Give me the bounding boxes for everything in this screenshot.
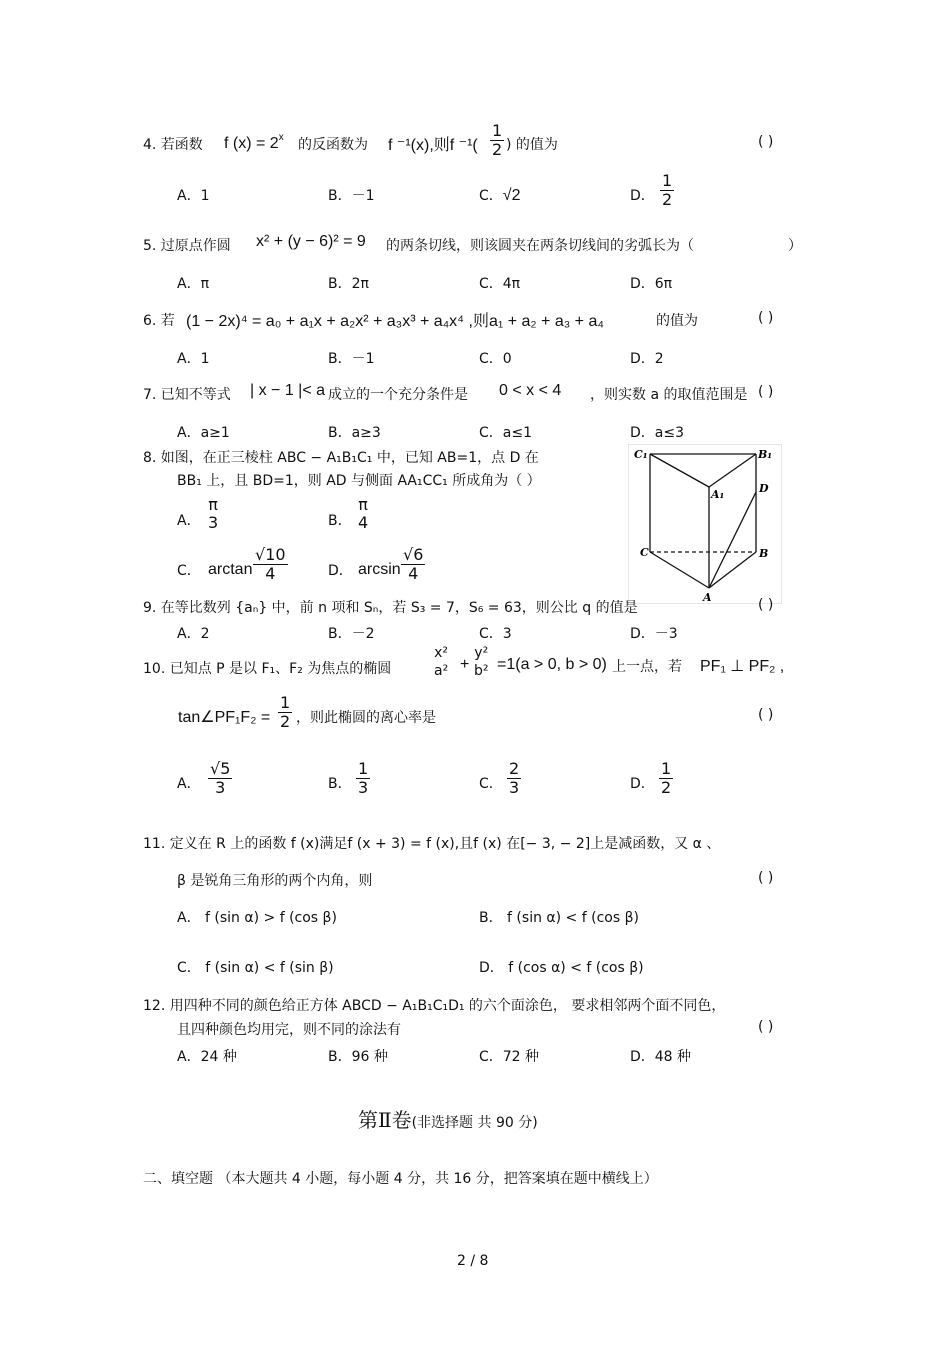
option-b: B．－1: [328, 188, 375, 204]
option-c: C． f (sin α) < f (sin β): [177, 960, 334, 976]
label-d: D: [759, 482, 769, 495]
answer-paren: ( ): [758, 707, 774, 723]
option-a: A．a≥1: [177, 425, 230, 441]
q10-tan: tan∠PF₁F₂ =: [178, 709, 271, 726]
option-c-fraction: $\frac{2}{3}$: [509, 759, 520, 797]
section-title: [358, 1104, 538, 1133]
option-d-fraction: $\frac{√6}{4}$: [403, 545, 424, 583]
q10-plus: +: [460, 656, 470, 673]
q11-line-1: 11. 定义在 R 上的函数 f (x)满足f (x + 3) = f (x),且f (x) 在[− 3, − 2]上是减函数，又 α 、: [143, 836, 721, 852]
option-d: D．2: [630, 351, 664, 367]
q6-end: 的值为: [656, 313, 698, 329]
answer-paren: ( ): [758, 1019, 774, 1035]
option-a: A．: [177, 513, 201, 529]
option-c: C．a≤1: [479, 425, 532, 441]
answer-paren: ( ): [758, 870, 774, 886]
page-number: 2 / 8: [457, 1253, 489, 1269]
option-c: C．4π: [479, 276, 521, 292]
answer-paren: ）: [788, 238, 802, 254]
q12-line-1: 12. 用四种不同的颜色给正方体 ABCD − A₁B₁C₁D₁ 的六个面涂色， 要求相邻两个面不同色，: [143, 998, 726, 1014]
option-d-fraction: $\frac{1}{2}$: [662, 171, 673, 209]
section-title-note: (非选择题 共 90 分): [411, 1115, 538, 1131]
q4-formula: f $(x) = 2^x$: [224, 132, 284, 152]
option-a: A．1: [177, 351, 210, 367]
option-a: A．: [177, 776, 201, 792]
option-a: A．1: [177, 188, 210, 204]
option-a-fraction: $\frac{√5}{3}$: [210, 759, 231, 797]
q4-mid: 的反函数为: [298, 137, 368, 153]
option-c-func: arctan: [208, 561, 253, 578]
option-c-fraction: $\frac{√10}{4}$: [255, 545, 286, 583]
q5-prefix: 5. 过原点作圆: [143, 238, 231, 254]
label-c1: C₁: [634, 448, 648, 461]
part-heading: 二、填空题 （本大题共 4 小题，每小题 4 分，共 16 分，把答案填在题中横线上）: [143, 1171, 658, 1187]
q11-line-2: β 是锐角三角形的两个内角，则: [177, 873, 373, 889]
label-a: A: [703, 591, 712, 604]
option-d: D．48 种: [630, 1049, 692, 1065]
q10-prefix: 10. 已知点 P 是以 F₁、F₂ 为焦点的椭圆: [143, 661, 392, 677]
q8-line-1: 8. 如图，在正三棱柱 ABC − A₁B₁C₁ 中，已知 AB=1，点 D 在: [143, 450, 539, 466]
option-b: B．: [328, 513, 352, 529]
q12-line-2: 且四种颜色均用完，则不同的涂法有: [177, 1022, 401, 1038]
option-c: C．0: [479, 351, 512, 367]
answer-paren: ( ): [758, 134, 774, 150]
q6-prefix: 6. 若: [143, 313, 175, 329]
q8-line-2: BB₁ 上，且 BD=1，则 AD 与侧面 AA₁CC₁ 所成角为（ ）: [177, 473, 541, 489]
q5-end: 的两条切线，则该圆夹在两条切线间的劣弧长为（: [386, 238, 694, 254]
q7-formula-2: 0 < x < 4: [499, 382, 562, 399]
option-b-fraction: π 4: [358, 495, 369, 532]
option-d: D．: [630, 188, 655, 204]
option-b-fraction: $\frac{1}{3}$: [358, 759, 369, 797]
option-d: D．: [630, 776, 655, 792]
answer-paren: ( ): [758, 597, 774, 613]
option-a: A．π: [177, 276, 210, 292]
q4-prefix: 4. 若函数: [143, 137, 203, 153]
q4-inverse: f ⁻¹(x),则f ⁻¹(: [388, 137, 478, 154]
option-a: A．24 种: [177, 1049, 237, 1065]
option-d: D．－3: [630, 626, 678, 642]
q4-fraction: $\frac{1}{2}$: [492, 121, 503, 159]
label-b1: B₁: [758, 448, 773, 461]
section-title-main: 第Ⅱ卷: [358, 1108, 412, 1132]
option-a-fraction: π 3: [208, 495, 219, 532]
option-a: A．2: [177, 626, 210, 642]
q7-prefix: 7. 已知不等式: [143, 387, 231, 403]
option-b: B．－1: [328, 351, 375, 367]
q10-condition: =1(a > 0, b > 0): [497, 656, 607, 673]
label-b: B: [759, 547, 769, 560]
q10-frac-x: x² a²: [434, 645, 449, 679]
q4-end: ) 的值为: [506, 137, 558, 153]
q7-end: ，则实数 a 的取值范围是: [590, 387, 748, 403]
option-d: D．6π: [630, 276, 673, 292]
q7-mid: 成立的一个充分条件是: [328, 387, 468, 403]
label-a1: A₁: [711, 488, 725, 501]
q10-tan-fraction: $\frac{1}{2}$: [280, 693, 291, 731]
q6-formula: (1 − 2x)⁴ = a₀ + a₁x + a₂x² + a₃x³ + a₄x⁴ ,则a₁ + a₂ + a₃ + a₄: [186, 313, 604, 330]
q10-end: ，则此椭圆的离心率是: [296, 710, 436, 726]
option-d: D．a≤3: [630, 425, 684, 441]
answer-paren: ( ): [758, 384, 774, 400]
q5-formula: x² + (y − 6)² = 9: [256, 233, 366, 250]
q7-formula-1: | x − 1 |< a: [250, 382, 326, 399]
q10-perp: PF₁ ⊥ PF₂ ,: [700, 658, 785, 675]
option-b: B．2π: [328, 276, 369, 292]
prism-figure: [628, 444, 782, 604]
option-d: D．: [328, 563, 353, 579]
option-b: B．96 种: [328, 1049, 388, 1065]
option-a: A． f (sin α) > f (cos β): [177, 910, 337, 926]
option-c: C．72 种: [479, 1049, 540, 1065]
option-b: B．a≥3: [328, 425, 381, 441]
option-c: C．3: [479, 626, 512, 642]
q9-stem: 9. 在等比数列 {aₙ} 中，前 n 项和 Sₙ，若 S₃ = 7，S₆ = 63，则公比 q 的值是: [143, 600, 638, 616]
option-b: B． f (sin α) < f (cos β): [479, 910, 639, 926]
option-b: B．: [328, 776, 352, 792]
option-d-func: arcsin: [358, 561, 401, 578]
q10-mid: 上一点，若: [612, 659, 682, 675]
answer-paren: ( ): [758, 310, 774, 326]
option-c: C．√2: [479, 187, 521, 204]
option-d: D． f (cos α) < f (cos β): [479, 960, 644, 976]
option-c: C．: [177, 563, 201, 579]
q10-frac-y: y² b²: [474, 645, 489, 679]
option-d-fraction: $\frac{1}{2}$: [661, 759, 672, 797]
label-c: C: [640, 546, 649, 559]
option-c: C．: [479, 776, 503, 792]
option-b: B．－2: [328, 626, 375, 642]
